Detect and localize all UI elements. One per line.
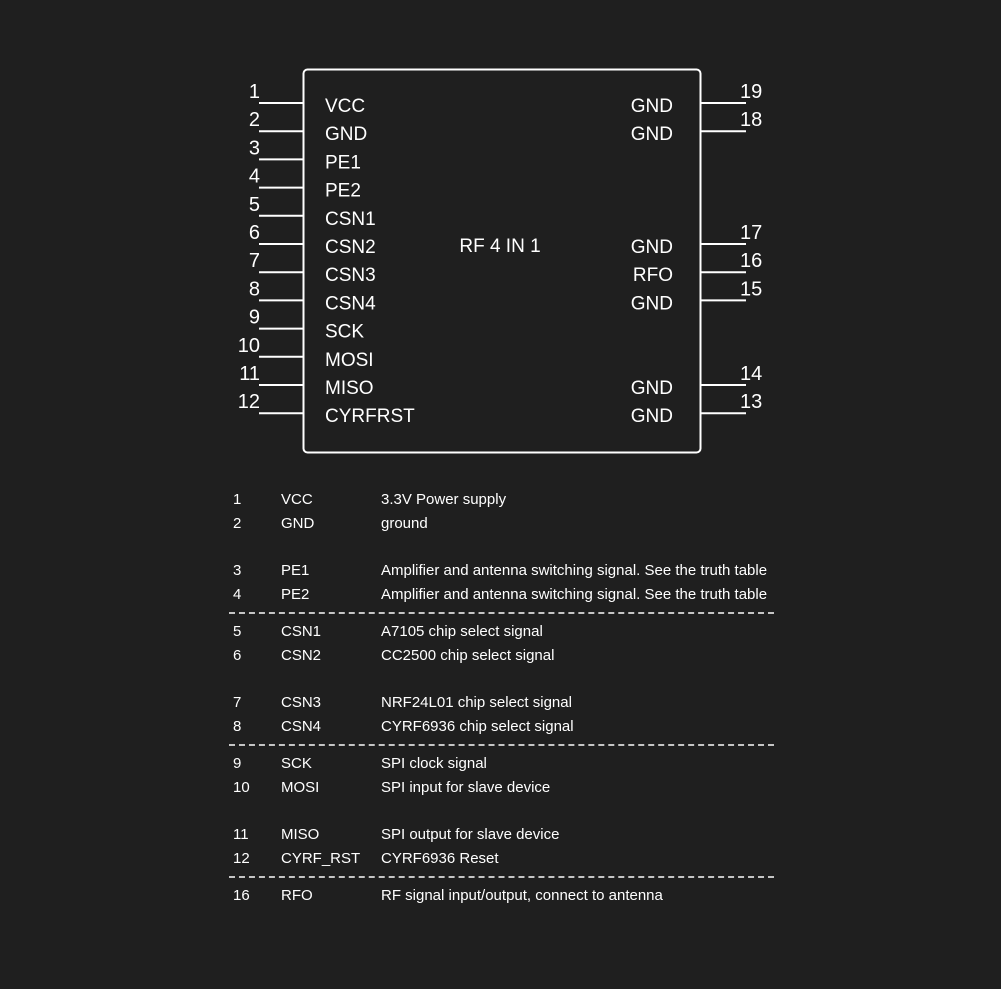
table-row [229,583,774,607]
pin-name-cell: PE1 [281,562,310,580]
pin-number-cell: 11 [233,826,249,844]
pin-number: 4 [248,165,260,188]
pin-number: 3 [248,137,260,160]
pin-signal-label: GND [630,124,673,146]
pin-number: 6 [248,222,260,244]
pin-number: 7 [248,250,260,273]
right-pin-group [631,81,762,427]
pin-description-cell: A7105 chip select signal [381,623,543,641]
pin-number: 11 [239,363,260,385]
pin-signal-label: GND [630,293,673,315]
pin-group [229,752,774,876]
pin-number: 2 [248,109,260,132]
pin-signal-label: SCK [325,321,365,343]
pin-signal-label: GND [630,237,673,258]
pin-number: 10 [237,334,260,357]
pin-description-table [229,488,774,914]
table-row [229,752,774,776]
pin-signal-label: CYRFRST [325,406,415,428]
table-row [229,715,774,739]
pin-name-cell: CSN2 [281,646,322,664]
pin-signal-label: CSN1 [325,208,376,230]
pin-signal-label: GND [630,378,673,399]
pin-number: 19 [740,81,763,103]
pin-signal-label: CSN2 [325,237,376,258]
pin-number-cell: 9 [233,755,242,773]
pin-name-cell: CYRF_RST [281,849,361,867]
pin-description-cell: ground [381,514,428,532]
pin-name-cell: GND [281,514,315,532]
table-row [229,488,774,512]
pin-name-cell: CSN1 [281,623,322,641]
pin-number: 12 [237,391,260,414]
left-pin-1 [249,81,365,117]
pin-number: 14 [740,363,763,385]
pin-description-cell: RF signal input/output, connect to antenna [381,887,663,905]
chip-title: RF 4 IN 1 [459,236,541,257]
pin-number-cell: 8 [233,717,242,735]
pin-group [229,488,774,612]
chip-pinout-diagram [0,0,1001,470]
pin-description-cell: CYRF6936 Reset [381,849,499,867]
pin-name-cell: CSN4 [281,717,322,735]
pin-description-cell: 3.3V Power supply [381,491,507,509]
pin-signal-label: RFO [632,265,673,287]
pin-number: 17 [740,222,763,244]
pin-number: 15 [740,278,763,301]
pin-description-cell: CC2500 chip select signal [381,646,555,664]
table-row [229,776,774,800]
pin-number-cell: 7 [233,694,242,712]
table-row [229,823,774,847]
pin-number-cell: 6 [233,646,242,664]
pin-signal-label: CSN4 [325,293,376,315]
pin-number: 13 [740,391,763,414]
dashed-divider [229,744,774,746]
table-row [229,847,774,871]
pin-name-cell: MOSI [281,778,320,796]
pin-number-cell: 10 [233,778,250,796]
table-row [229,644,774,668]
pin-number-cell: 16 [233,887,250,905]
pin-description-cell: SPI output for slave device [381,826,560,844]
table-row [229,691,774,715]
pin-name-cell: CSN3 [281,694,322,712]
pin-signal-label: VCC [325,96,366,117]
pin-group [229,620,774,744]
pin-name-cell: MISO [281,826,320,844]
pin-signal-label: GND [630,96,673,117]
pin-number: 8 [248,278,260,301]
table-row [229,559,774,583]
pin-signal-label: MISO [325,378,374,399]
pin-description-cell: Amplifier and antenna switching signal. See the truth table [381,585,768,603]
dashed-divider [229,612,774,614]
pin-name-cell: RFO [281,887,313,905]
pin-number: 16 [740,250,763,273]
table-row [229,620,774,644]
pin-number-cell: 3 [233,562,242,580]
left-pin-group [238,81,415,427]
pin-signal-label: MOSI [325,349,374,371]
pin-name-cell: PE2 [281,585,310,603]
pin-number: 1 [248,81,260,103]
pin-signal-label: GND [630,406,673,428]
pin-number-cell: 5 [233,623,242,641]
pin-number-cell: 12 [233,849,250,867]
pin-description-cell: SPI input for slave device [381,778,551,796]
table-row [229,884,774,908]
pin-name-cell: VCC [281,491,313,509]
dashed-divider [229,876,774,878]
pin-description-cell: NRF24L01 chip select signal [381,694,572,712]
pin-number-cell: 1 [233,491,242,509]
pin-signal-label: CSN3 [325,265,376,287]
pin-signal-label: PE1 [325,152,361,174]
pin-number: 18 [740,109,763,132]
pin-name-cell: SCK [281,755,312,773]
pin-description-cell: CYRF6936 chip select signal [381,717,574,735]
table-row [229,512,774,536]
pin-group [229,884,774,914]
pin-number: 9 [248,306,260,329]
pin-number-cell: 4 [233,585,242,603]
pin-description-cell: SPI clock signal [381,755,487,773]
pin-signal-label: PE2 [325,180,361,202]
pin-signal-label: GND [325,124,368,146]
pin-number: 5 [248,193,260,216]
pin-description-cell: Amplifier and antenna switching signal. See the truth table [381,562,768,580]
pin-number-cell: 2 [233,514,242,532]
